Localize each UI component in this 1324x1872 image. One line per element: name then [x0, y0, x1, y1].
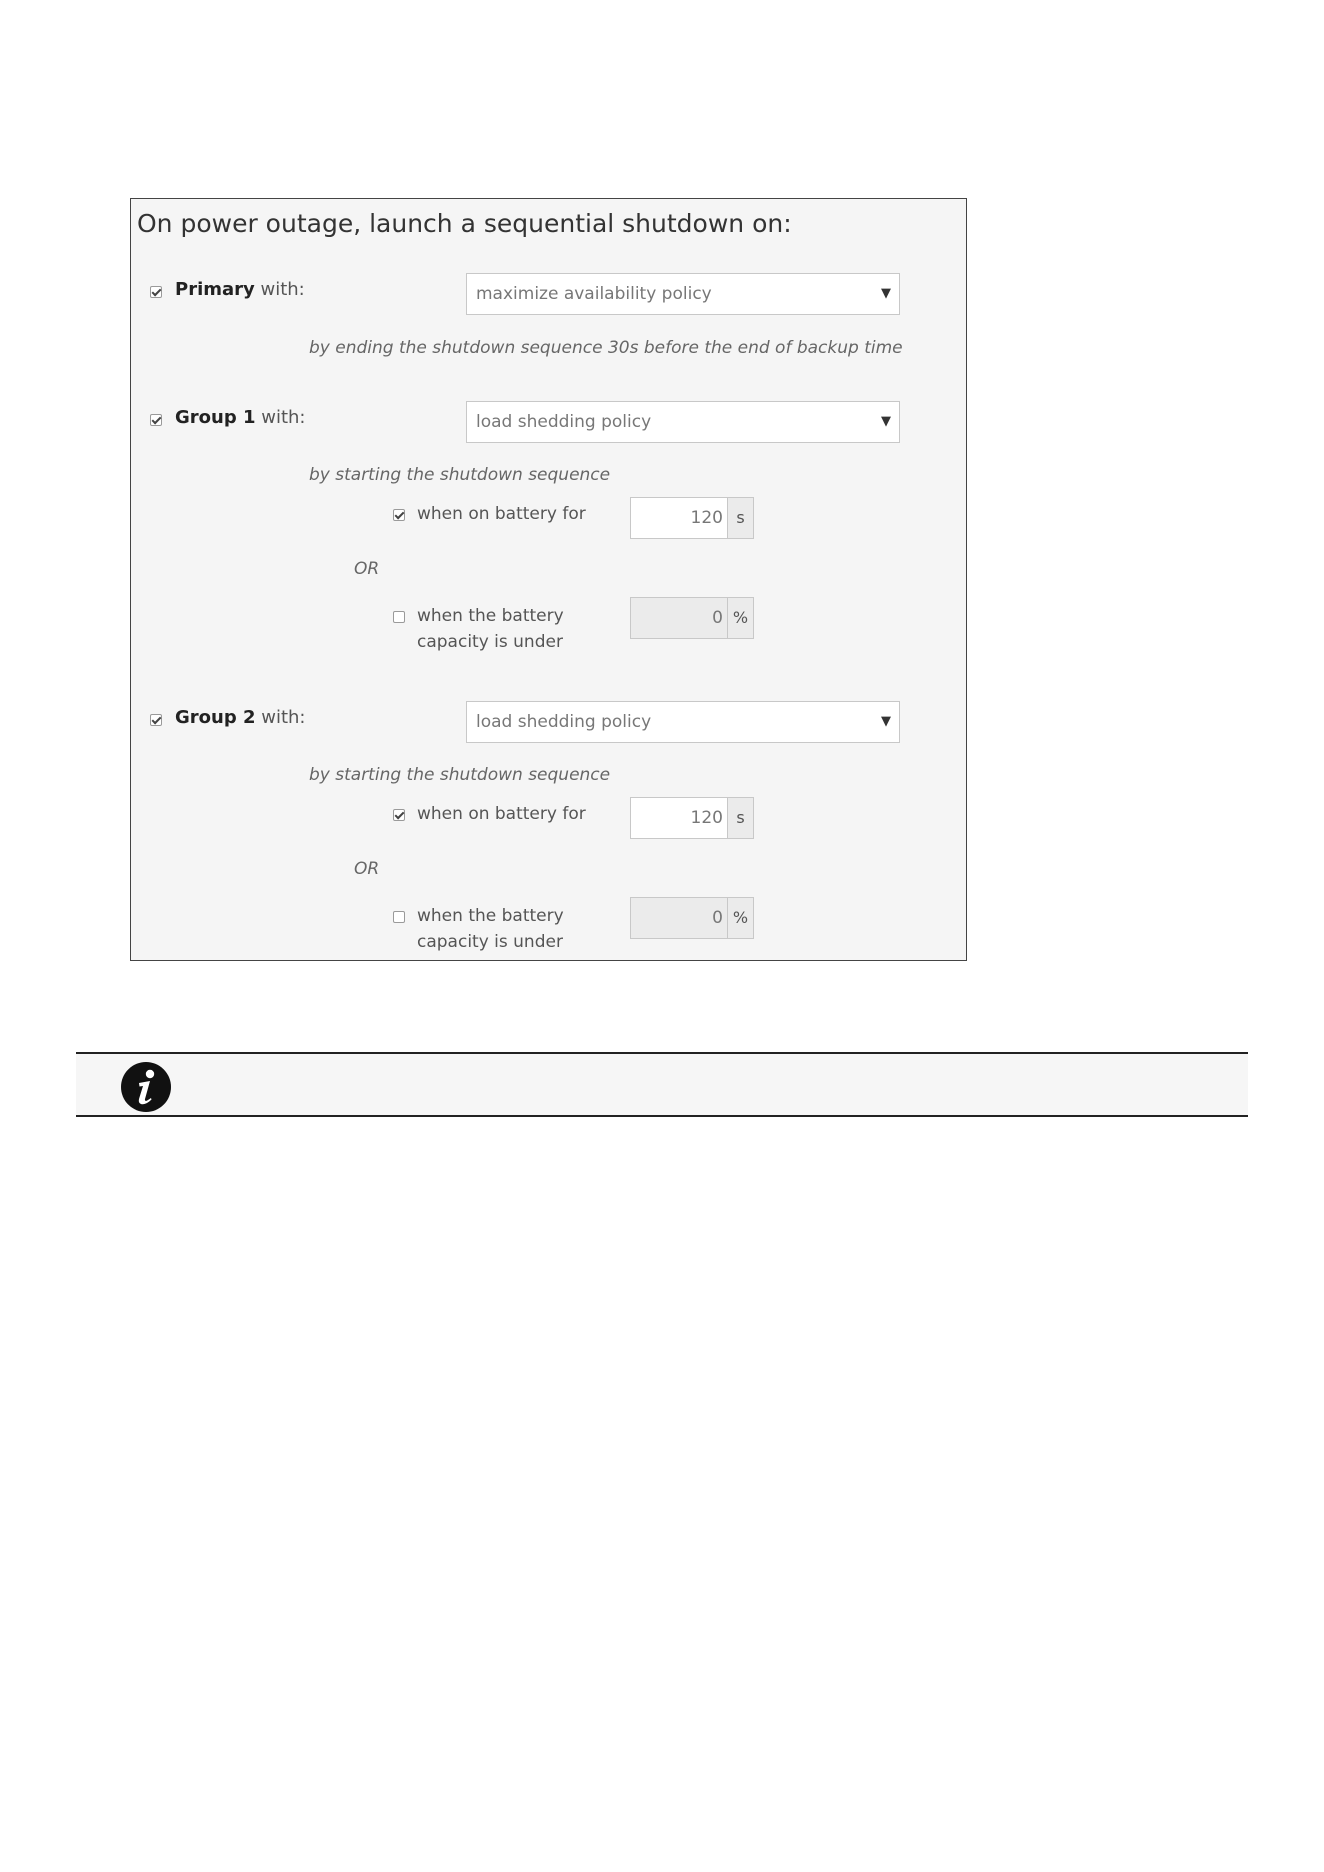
primary-with: with: — [254, 279, 305, 300]
group2-capacity-unit: % — [728, 897, 754, 939]
primary-policy-value: maximize availability policy — [476, 284, 712, 304]
group1-name: Group 1 — [175, 407, 256, 428]
group2-name: Group 2 — [175, 707, 256, 728]
group1-label — [175, 407, 306, 428]
info-icon — [120, 1061, 172, 1113]
group1-capacity-label-line1: when the battery — [417, 606, 564, 626]
primary-name: Primary — [175, 279, 255, 300]
group1-or-label: OR — [354, 559, 380, 579]
group1-capacity-label-line2: capacity is under — [417, 632, 563, 652]
group2-policy-value: load shedding policy — [476, 712, 652, 732]
group1-capacity-unit: % — [728, 597, 754, 639]
group2-checkbox[interactable] — [150, 714, 162, 726]
group2-battery-time-input[interactable]: 120 — [630, 797, 728, 839]
chevron-down-icon: ▼ — [881, 414, 891, 429]
group2-with: with: — [255, 707, 306, 728]
group2-battery-time-unit: s — [728, 797, 754, 839]
info-note-bar — [76, 1052, 1248, 1117]
group2-capacity-checkbox[interactable] — [393, 911, 405, 923]
group1-capacity-checkbox[interactable] — [393, 611, 405, 623]
group1-battery-time-input[interactable]: 120 — [630, 497, 728, 539]
group2-note: by starting the shutdown sequence — [309, 765, 611, 785]
group2-policy-select[interactable] — [466, 701, 900, 743]
group1-battery-time-unit: s — [728, 497, 754, 539]
group1-checkbox[interactable] — [150, 414, 162, 426]
group2-capacity-label-line2: capacity is under — [417, 932, 563, 952]
primary-policy-select[interactable] — [466, 273, 900, 315]
primary-note: by ending the shutdown sequence 30s before the end of backup time — [309, 338, 903, 358]
group1-battery-time-label: when on battery for — [417, 504, 586, 524]
group1-policy-select[interactable] — [466, 401, 900, 443]
group1-capacity-label — [417, 603, 564, 655]
group1-with: with: — [255, 407, 306, 428]
group2-capacity-label-line1: when the battery — [417, 906, 564, 926]
group2-battery-time-checkbox[interactable] — [393, 809, 405, 821]
group2-capacity-input[interactable]: 0 — [630, 897, 728, 939]
primary-checkbox[interactable] — [150, 286, 162, 298]
group2-battery-time-label: when on battery for — [417, 804, 586, 824]
group2-or-label: OR — [354, 859, 380, 879]
group2-label — [175, 707, 306, 728]
group1-battery-time-checkbox[interactable] — [393, 509, 405, 521]
group1-policy-value: load shedding policy — [476, 412, 652, 432]
group1-capacity-input[interactable]: 0 — [630, 597, 728, 639]
shutdown-settings-panel — [130, 198, 967, 961]
group1-note: by starting the shutdown sequence — [309, 465, 611, 485]
chevron-down-icon: ▼ — [881, 714, 891, 729]
chevron-down-icon: ▼ — [881, 286, 891, 301]
group2-capacity-label — [417, 903, 564, 955]
panel-title: On power outage, launch a sequential shutdown on: — [137, 209, 792, 238]
primary-label — [175, 279, 305, 300]
